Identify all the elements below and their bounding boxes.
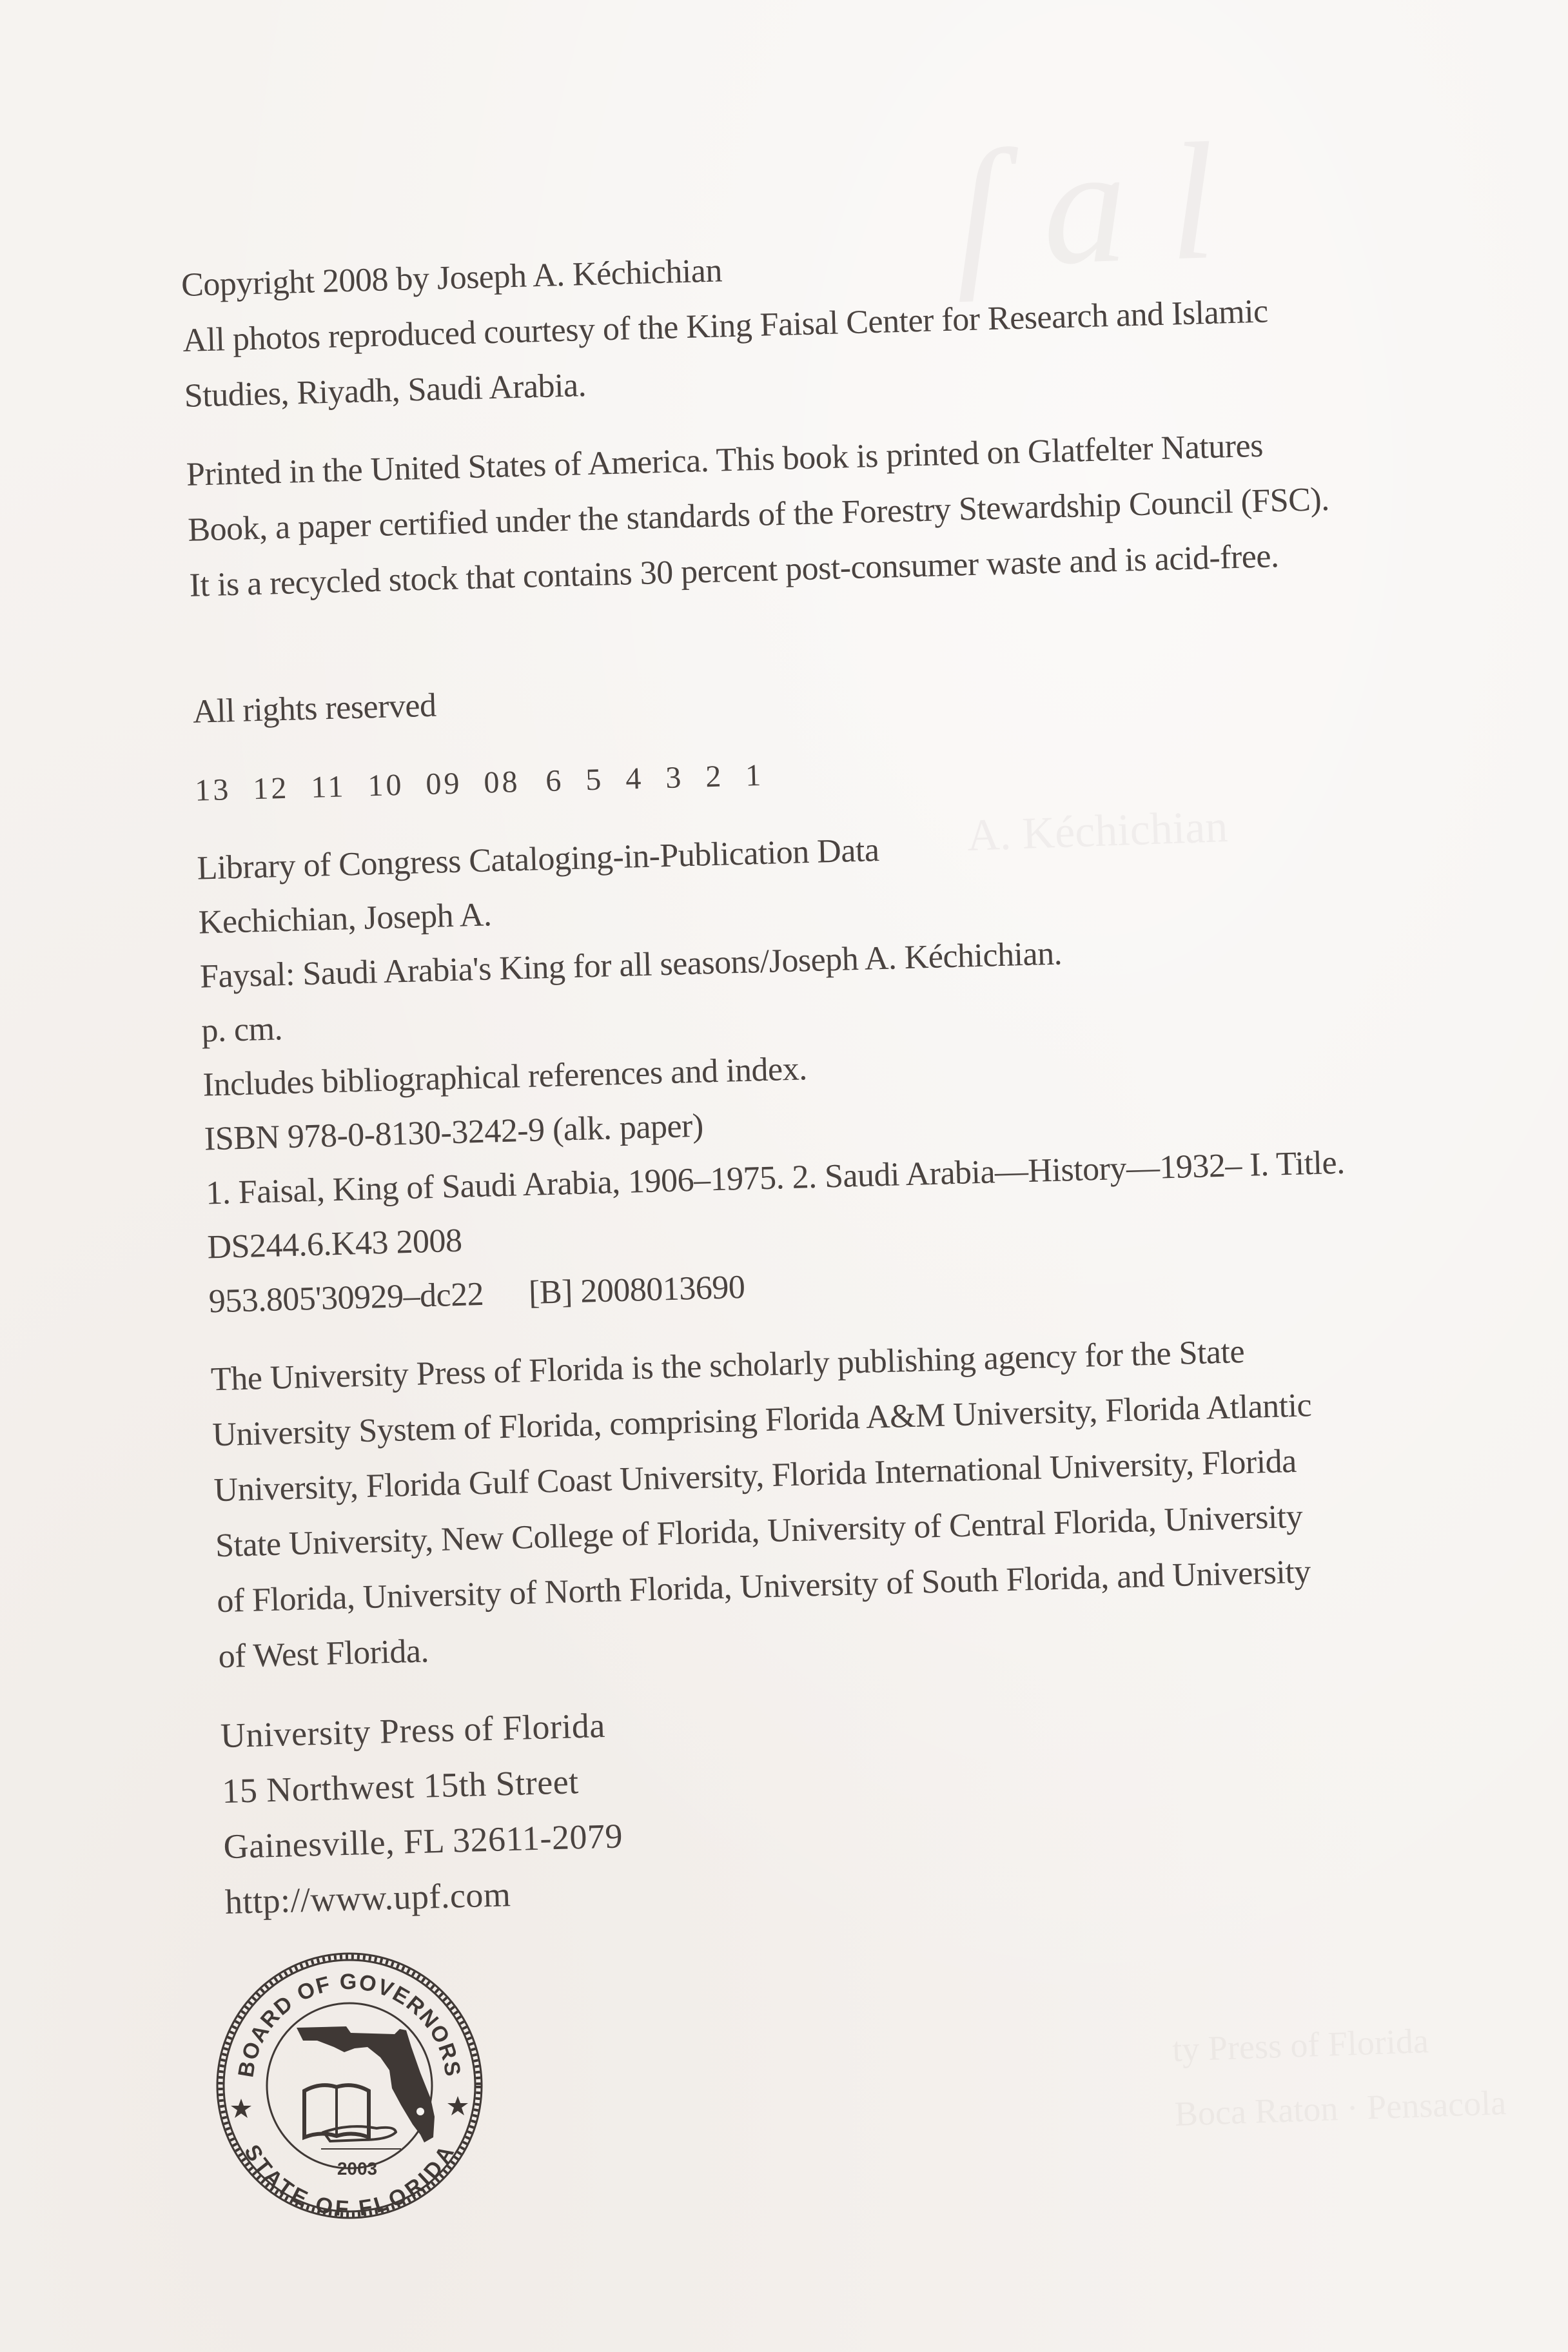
printing-line-1: Printed in the United States of America. This book is printed on Glatfelter Natures — [186, 427, 1264, 493]
show-through-imprint: ty Press of Florida Boca Raton · Pensacola — [1171, 2021, 1507, 2133]
cip-notes: Includes bibliographical references and index. — [202, 1050, 808, 1104]
all-rights-reserved: All rights reserved — [192, 687, 437, 730]
agency-statement — [210, 1316, 1560, 1685]
svg-text:STATE OF FLORIDA: STATE OF FLORIDA — [239, 2141, 460, 2222]
printer-key-years: 13 12 11 10 09 08 — [194, 765, 521, 808]
show-through-title: ſ a l — [951, 108, 1219, 303]
publisher-city: Gainesville, FL 32611-2079 — [222, 1816, 623, 1867]
photo-credit-cont: Studies, Riyadh, Saudi Arabia. — [184, 367, 587, 415]
agency-line-1: The University Press of Florida is the scholarly publishing agency for the State — [210, 1333, 1245, 1398]
printer-key-impressions: 6 5 4 3 2 1 — [545, 758, 764, 798]
cip-isbn: ISBN 978-0-8130-3242-9 (alk. paper) — [204, 1107, 704, 1158]
cip-title: Faysal: Saudi Arabia's King for all seasons/Joseph A. Kéchichian. — [199, 935, 1063, 995]
copyright-notice: Copyright 2008 by Joseph A. Kéchichian — [181, 252, 723, 304]
svg-text:BOARD OF GOVERNORS: BOARD OF GOVERNORS — [233, 1969, 466, 2079]
cip-subjects: 1. Faisal, King of Saudi Arabia, 1906–1975. 2. Saudi Arabia—History—1932– I. Title. — [205, 1144, 1346, 1212]
cip-data — [197, 805, 1551, 1329]
board-of-governors-seal-icon — [208, 1944, 491, 2228]
publisher-street: 15 Northwest 15th Street — [221, 1762, 580, 1811]
agency-line-6: of West Florida. — [217, 1632, 429, 1676]
svg-text:2003: 2003 — [337, 2159, 378, 2179]
photo-credit: All photos reproduced courtesy of the King Faisal Center for Research and Islamic — [182, 293, 1269, 359]
printing-line-3: It is a recycled stock that contains 30 percent post-consumer waste and is acid-free. — [188, 538, 1280, 604]
show-through-subtitle: A. Kéchichian — [966, 801, 1229, 861]
copyright-text — [181, 222, 1566, 1930]
cip-heading: Library of Congress Cataloging-in-Publication Data — [196, 832, 880, 887]
agency-line-4: State University, New College of Florida, University of Central Florida, University — [215, 1498, 1303, 1565]
cip-lccn: [B] 2008013690 — [528, 1268, 746, 1311]
agency-line-5: of Florida, University of North Florida, University of South Florida, and University — [216, 1553, 1311, 1620]
cip-lc-class: DS244.6.K43 2008 — [206, 1222, 463, 1266]
publisher-address — [220, 1672, 1567, 1930]
printing-line-2: Book, a paper certified under the standards of the Forestry Stewardship Council (FSC). — [187, 480, 1330, 549]
publisher-name: University Press of Florida — [220, 1706, 606, 1756]
agency-line-3: University, Florida Gulf Coast University, Florida International University, Florida — [213, 1442, 1297, 1509]
publisher-url: http://www.upf.com — [224, 1875, 512, 1922]
agency-line-2: University System of Florida, comprising Florida A&M University, Florida Atlantic — [211, 1387, 1312, 1454]
cip-author: Kechichian, Joseph A. — [198, 896, 493, 941]
cip-dewey: 953.805'30929–dc22 — [208, 1275, 484, 1320]
cip-physical: p. cm. — [201, 1010, 283, 1050]
